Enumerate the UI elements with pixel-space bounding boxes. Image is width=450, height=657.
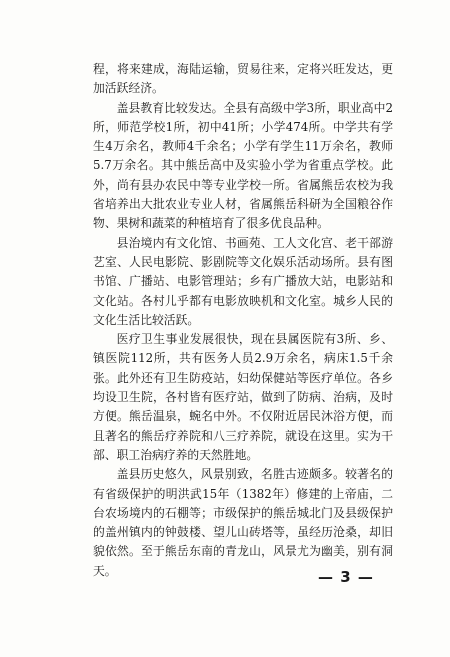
paragraph-1: 程，将来建成，海陆运输，贸易往来，定将兴旺发达，更加活跃经济。 (93, 62, 393, 96)
paragraph-2: 盖县教育比较发达。全县有高级中学3所，职业高中2所，师范学校1所，初中41所；小学474所。中学共有学生4万余名，教师4千余名；小学有学生11万余名，教师5.7万余名。其中熊岳高中及实验小学为省重点学校。此外，尚有县办农民中等专业学校一所。省属熊岳农校为我省培养出大批农业专业人材，省属熊岳科研为全国粮谷作物、果树和蔬菜的种植培育了很多优良品种。 (93, 100, 393, 231)
paragraph-3: 县治境内有文化馆、书画苑、工人文化宫、老干部游艺室、人民电影院、影剧院等文化娱乐活动场所。县有图书馆、广播站、电影管理站；乡有广播放大站，电影站和文化站。各村儿乎都有电影放映机和文化室。城乡人民的文化生活比较活跃。 (93, 235, 393, 327)
paragraph-5: 盖县历史悠久，风景别致，名胜古迹颇多。较著名的有省级保护的明洪武15年（1382年）修建的上帝庙，二台农场境内的石棚等；市级保护的熊岳城北门及县级保护的盖州镇内的钟鼓楼、望儿山砖塔等，虽经历沧桑，却旧貌依然。至于熊岳东南的青龙山，风景尤为幽美，别有洞天。 (93, 467, 393, 578)
page-number: — 3 — (318, 568, 374, 586)
paragraph-4: 医疗卫生事业发展很快，现在县属医院有3所、乡、镇医院112所，共有医务人员2.9万余名，病床1.5千余张。此外还有卫生防疫站，妇幼保健站等医疗单位。各乡均设卫生院，各村皆有医疗站，做到了防病、治病，及时方便。熊岳温泉，蜿名中外。不仅附近居民沐浴方便，而且著名的熊岳疗养院和八三疗养院，就设在这里。实为干部、职工治病疗养的天然胜地。 (93, 332, 393, 462)
body-text (93, 60, 393, 581)
